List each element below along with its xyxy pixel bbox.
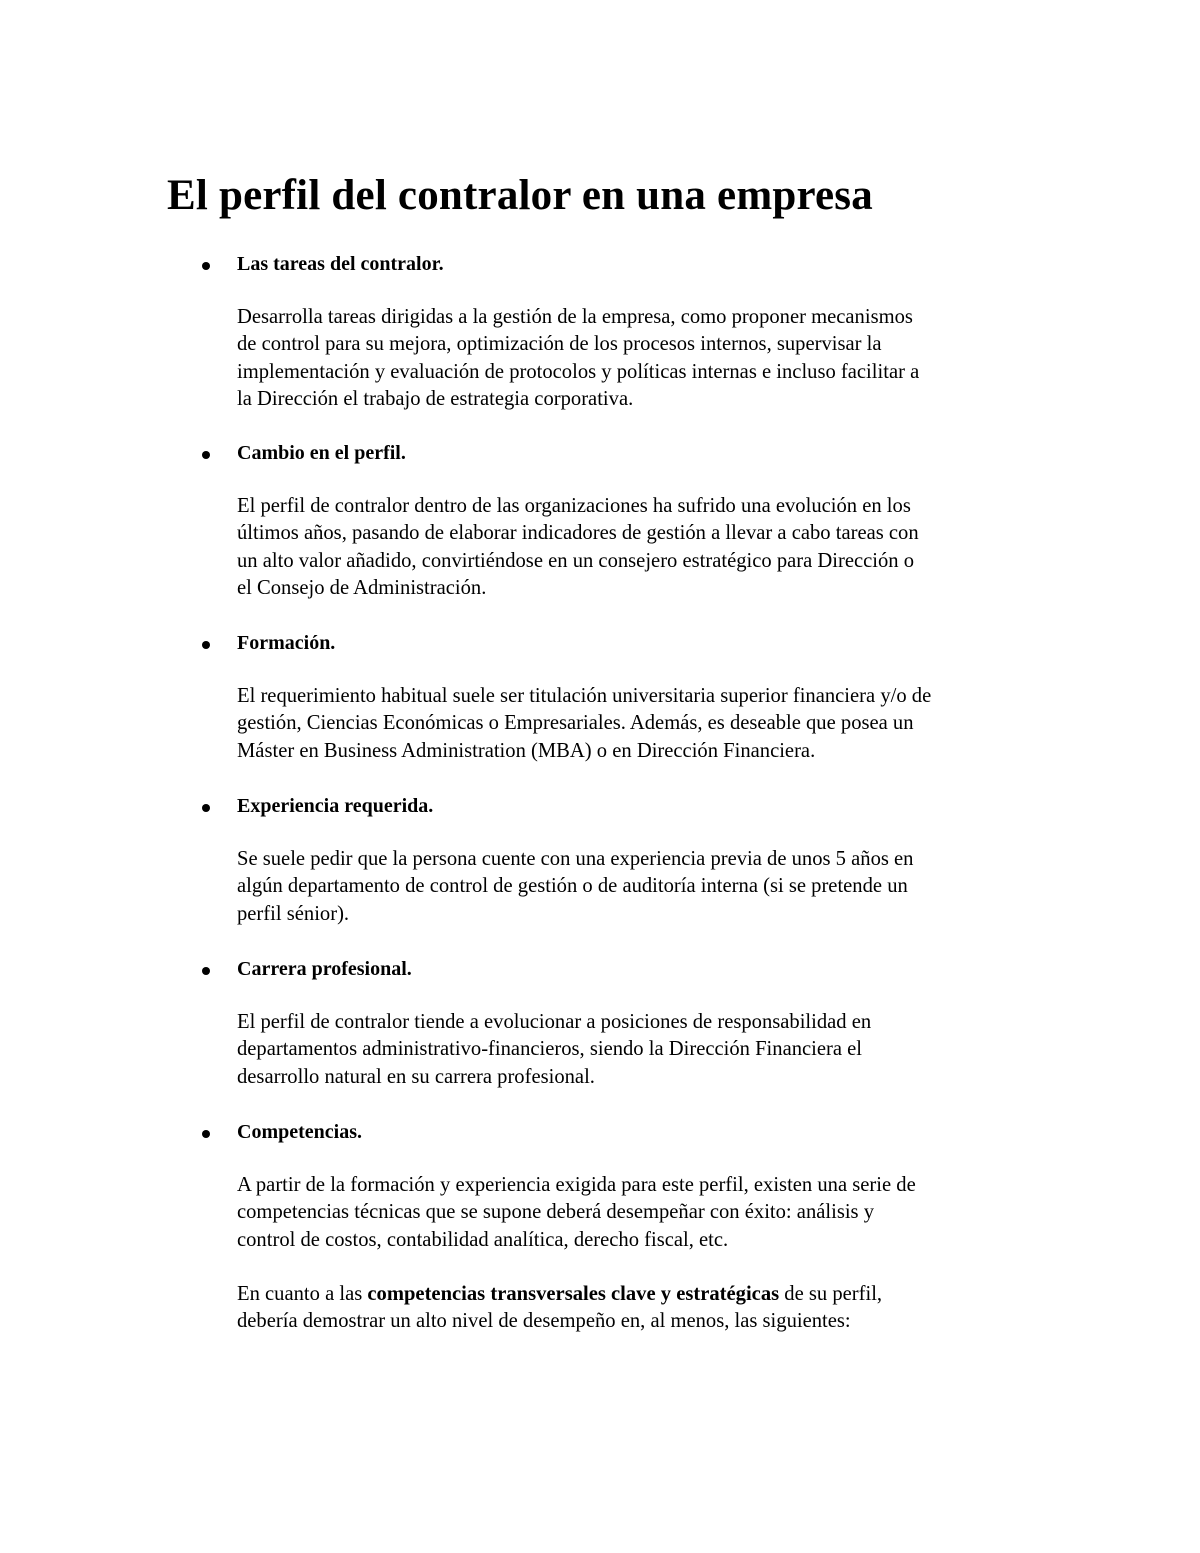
section-heading: Cambio en el perfil.	[237, 442, 406, 464]
paragraph-line	[237, 1281, 1052, 1308]
section-paragraph	[237, 304, 1052, 413]
bold-text-run: competencias transversales clave y estratégicas	[367, 1283, 780, 1305]
paragraph-line: un alto valor añadido, convirtiéndose en un consejero estratégico para Dirección o	[237, 549, 915, 572]
paragraph-line: de control para su mejora, optimización de los procesos internos, supervisar la	[237, 333, 882, 356]
section-heading: Las tareas del contralor.	[237, 253, 444, 275]
paragraph-line: el Consejo de Administración.	[237, 576, 487, 599]
bullet-icon	[202, 641, 210, 649]
bullet-icon	[202, 262, 210, 270]
text-run: En cuanto a las	[237, 1283, 368, 1305]
paragraph-line: departamentos administrativo-financieros, siendo la Dirección Financiera el	[237, 1038, 863, 1061]
section-paragraph-transversal	[237, 1281, 1052, 1336]
bullet-icon	[202, 967, 210, 975]
section-heading: Carrera profesional.	[237, 958, 412, 980]
section-paragraph	[237, 493, 1052, 602]
bullet-icon	[202, 451, 210, 459]
paragraph-line: Máster en Business Administration (MBA) o en Dirección Financiera.	[237, 739, 816, 762]
paragraph-line: últimos años, pasando de elaborar indicadores de gestión a llevar a cabo tareas con	[237, 522, 919, 545]
paragraph-line: la Dirección el trabajo de estrategia corporativa.	[237, 387, 634, 410]
section-heading: Experiencia requerida.	[237, 795, 434, 817]
bullet-icon	[202, 1130, 210, 1138]
page-title: El perfil del contralor en una empresa	[167, 172, 873, 219]
paragraph-line: A partir de la formación y experiencia exigida para este perfil, existen una serie de	[237, 1174, 916, 1196]
text-run: de su perfil,	[779, 1283, 883, 1305]
paragraph-line: control de costos, contabilidad analítica, derecho fiscal, etc.	[237, 1228, 729, 1251]
paragraph-line: El perfil de contralor tiende a evolucionar a posiciones de responsabilidad en	[237, 1011, 872, 1033]
paragraph-line: gestión, Ciencias Económicas o Empresariales. Además, es deseable que posea un	[237, 712, 914, 735]
paragraph-line: Se suele pedir que la persona cuente con una experiencia previa de unos 5 años en	[237, 848, 914, 870]
paragraph-line: perfil sénior).	[237, 902, 350, 925]
section-paragraph	[237, 1172, 1052, 1254]
paragraph-line: El requerimiento habitual suele ser titulación universitaria superior financiera y/o de	[237, 685, 932, 707]
section-heading: Formación.	[237, 632, 336, 654]
paragraph-line: implementación y evaluación de protocolos y políticas internas e incluso facilitar a	[237, 360, 920, 383]
section-heading: Competencias.	[237, 1121, 362, 1143]
paragraph-line: debería demostrar un alto nivel de desempeño en, al menos, las siguientes:	[237, 1310, 851, 1333]
paragraph-line: competencias técnicas que se supone deberá desempeñar con éxito: análisis y	[237, 1201, 875, 1224]
section-paragraph	[237, 683, 1052, 765]
paragraph-line: desarrollo natural en su carrera profesional.	[237, 1065, 595, 1088]
paragraph-line: Desarrolla tareas dirigidas a la gestión de la empresa, como proponer mecanismos	[237, 306, 913, 328]
paragraph-line: algún departamento de control de gestión o de auditoría interna (si se pretende un	[237, 875, 908, 898]
paragraph-line: El perfil de contralor dentro de las organizaciones ha sufrido una evolución en los	[237, 495, 911, 517]
bullet-icon	[202, 804, 210, 812]
section-paragraph	[237, 846, 1052, 928]
section-paragraph	[237, 1009, 1052, 1091]
